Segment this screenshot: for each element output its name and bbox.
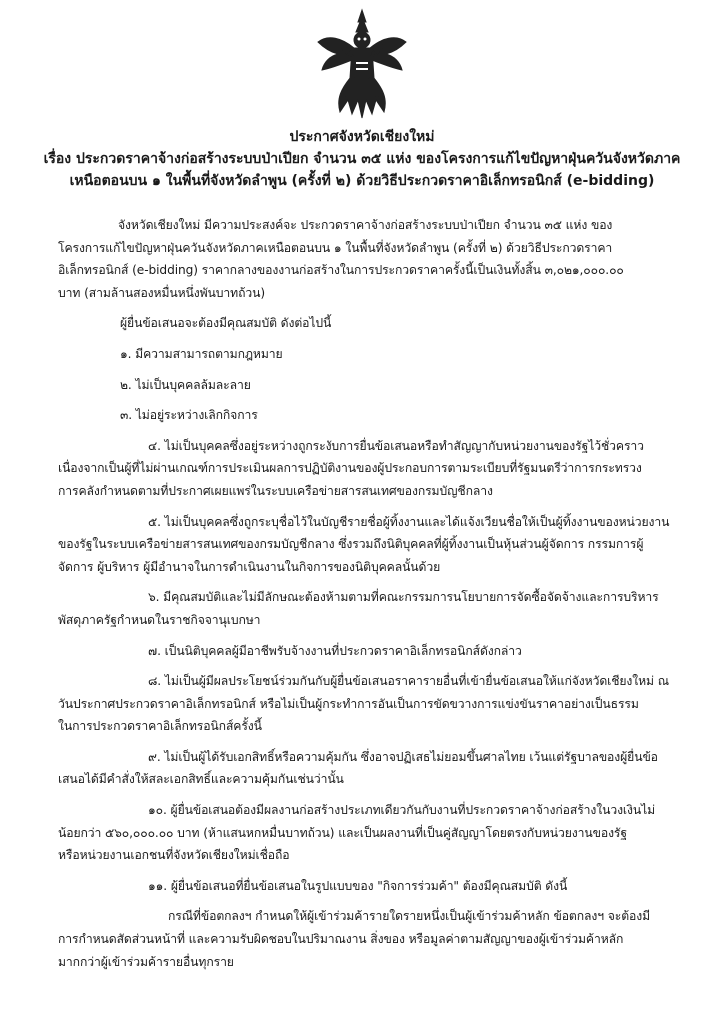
qualification-item-9 [58,746,678,791]
qualification-item-10 [58,799,678,867]
intro-line: บาท (สามล้านสองหมื่นหนึ่งพันบาทถ้วน) [58,285,266,300]
subject-line-1: เรื่อง ประกวดราคาจ้างก่อสร้างระบบป่าเปียก จำนวน ๓๕ แห่ง ของโครงการแก้ไขปัญหาฝุ่นควันจังหวัดภาค [43,151,681,167]
item-line: ๔. ไม่เป็นบุคคลซึ่งอยู่ระหว่างถูกระงับการยื่นข้อเสนอหรือทำสัญญากับหน่วยงานของรัฐไว้ชั่วคราว [148,438,644,453]
garuda-emblem [312,8,412,120]
item-line: การคลังกำหนดตามที่ประกาศเผยแพร่ในระบบเครือข่ายสารสนเทศของกรมบัญชีกลาง [58,483,493,498]
issuer-title: ประกาศจังหวัดเชียงใหม่ [289,129,435,145]
item-line: น้อยกว่า ๕๖๐,๐๐๐.๐๐ บาท (ห้าแสนหกหมื่นบาทถ้วน) และเป็นผลงานที่เป็นคู่สัญญาโดยตรงกับหน่วยงานของรัฐ [58,825,627,840]
qualification-item-4 [58,435,678,503]
qualification-item-11: ๑๑. ผู้ยื่นข้อเสนอที่ยื่นข้อเสนอในรูปแบบของ "กิจการร่วมค้า" ต้องมีคุณสมบัติ ดังนี้ [148,878,568,893]
item-line: เนื่องจากเป็นผู้ที่ไม่ผ่านเกณฑ์การประเมินผลการปฏิบัติงานของผู้ประกอบการตามระเบียบที่รัฐมนตรีว่าการกระทรวง [58,461,642,476]
intro-paragraph [58,214,678,304]
intro-line: อิเล็กทรอนิกส์ (e-bidding) ราคากลางของงานก่อสร้างในการประกวดราคาครั้งนี้เป็นเงินทั้งสิ้น ๓,๐๒๑,๐๐๐.๐๐ [58,263,624,278]
subject-line-2: เหนือตอนบน ๑ ในพื้นที่จังหวัดลำพูน (ครั้งที่ ๒) ด้วยวิธีประกวดราคาอิเล็กทรอนิกส์ (e-bidding) [69,173,655,189]
announcement-header [0,124,724,192]
qualification-item-11-detail [58,905,678,973]
announcement-body [58,214,678,973]
item-line: จัดการ ผู้บริหาร ผู้มีอำนาจในการดำเนินงานในกิจการของนิติบุคคลนั้นด้วย [58,559,441,574]
item-line: เสนอได้มีคำสั่งให้สละเอกสิทธิ์และความคุ้มกันเช่นว่านั้น [58,772,344,787]
item-line: ของรัฐในระบบเครือข่ายสารสนเทศของกรมบัญชีกลาง ซึ่งรวมถึงนิติบุคคลที่ผู้ทิ้งงานเป็นหุ้นส่วนผู้จัดการ กรรมการผู้ [58,537,644,552]
qualification-item-8 [58,670,678,738]
item-line: ๘. ไม่เป็นผู้มีผลประโยชน์ร่วมกันกับผู้ยื่นข้อเสนอราคารายอื่นที่เข้ายื่นข้อเสนอให้แก่จังหวัดเชียงใหม่ ณ [148,674,669,689]
item-line: วันประกาศประกวดราคาอิเล็กทรอนิกส์ หรือไม่เป็นผู้กระทำการอันเป็นการขัดขวางการแข่งขันราคาอย่างเป็นธรรม [58,696,639,711]
qualification-item-7: ๗. เป็นนิติบุคคลผู้มีอาชีพรับจ้างงานที่ประกวดราคาอิเล็กทรอนิกส์ดังกล่าว [148,643,522,658]
item-line: ๕. ไม่เป็นบุคคลซึ่งถูกระบุชื่อไว้ในบัญชีรายชื่อผู้ทิ้งงานและได้แจ้งเวียนชื่อให้เป็นผู้ทิ้งงานของหน่วยงาน [148,514,670,529]
item-line: ๙. ไม่เป็นผู้ได้รับเอกสิทธิ์หรือความคุ้มกัน ซึ่งอาจปฏิเสธไม่ยอมขึ้นศาลไทย เว้นแต่รัฐบาลของผู้ยื่นข้อ [148,749,658,764]
qualification-item-5 [58,511,678,579]
item-line: การกำหนดสัดส่วนหน้าที่ และความรับผิดชอบในปริมาณงาน สิ่งของ หรือมูลค่าตามสัญญาของผู้เข้าร่วมค้าหลัก [58,932,624,947]
item-line: ๖. มีคุณสมบัติและไม่มีลักษณะต้องห้ามตามที่คณะกรรมการนโยบายการจัดซื้อจัดจ้างและการบริหาร [148,590,659,605]
item-line: มากกว่าผู้เข้าร่วมค้ารายอื่นทุกราย [58,954,234,969]
intro-line: โครงการแก้ไขปัญหาฝุ่นควันจังหวัดภาคเหนือตอนบน ๑ ในพื้นที่จังหวัดลำพูน (ครั้งที่ ๒) ด้วยวิธีประกวดราคา [58,240,613,255]
qualification-item-1: ๑. มีความสามารถตามกฎหมาย [120,346,283,361]
item-line: พัสดุภาครัฐกำหนดในราชกิจจานุเบกษา [58,612,261,627]
qualification-item-6 [58,586,678,631]
item-line: ในการประกวดราคาอิเล็กทรอนิกส์ครั้งนี้ [58,719,262,734]
item-line: ๑๐. ผู้ยื่นข้อเสนอต้องมีผลงานก่อสร้างประเภทเดียวกันกับงานที่ประกวดราคาจ้างก่อสร้างในวงเงินไม่ [148,803,656,818]
qualification-item-3: ๓. ไม่อยู่ระหว่างเลิกกิจการ [120,408,258,423]
intro-line: จังหวัดเชียงใหม่ มีความประสงค์จะ ประกวดราคาจ้างก่อสร้างระบบป่าเปียก จำนวน ๓๕ แห่ง ของ [118,218,613,232]
qualification-item-2: ๒. ไม่เป็นบุคคลล้มละลาย [120,377,251,392]
qualifications-heading: ผู้ยื่นข้อเสนอจะต้องมีคุณสมบัติ ดังต่อไปนี้ [120,316,332,331]
item-line: หรือหน่วยงานเอกชนที่จังหวัดเชียงใหม่เชื่อถือ [58,848,290,863]
item-line: กรณีที่ข้อตกลงฯ กำหนดให้ผู้เข้าร่วมค้ารายใดรายหนึ่งเป็นผู้เข้าร่วมค้าหลัก ข้อตกลงฯ จะต้องมี [168,909,651,924]
